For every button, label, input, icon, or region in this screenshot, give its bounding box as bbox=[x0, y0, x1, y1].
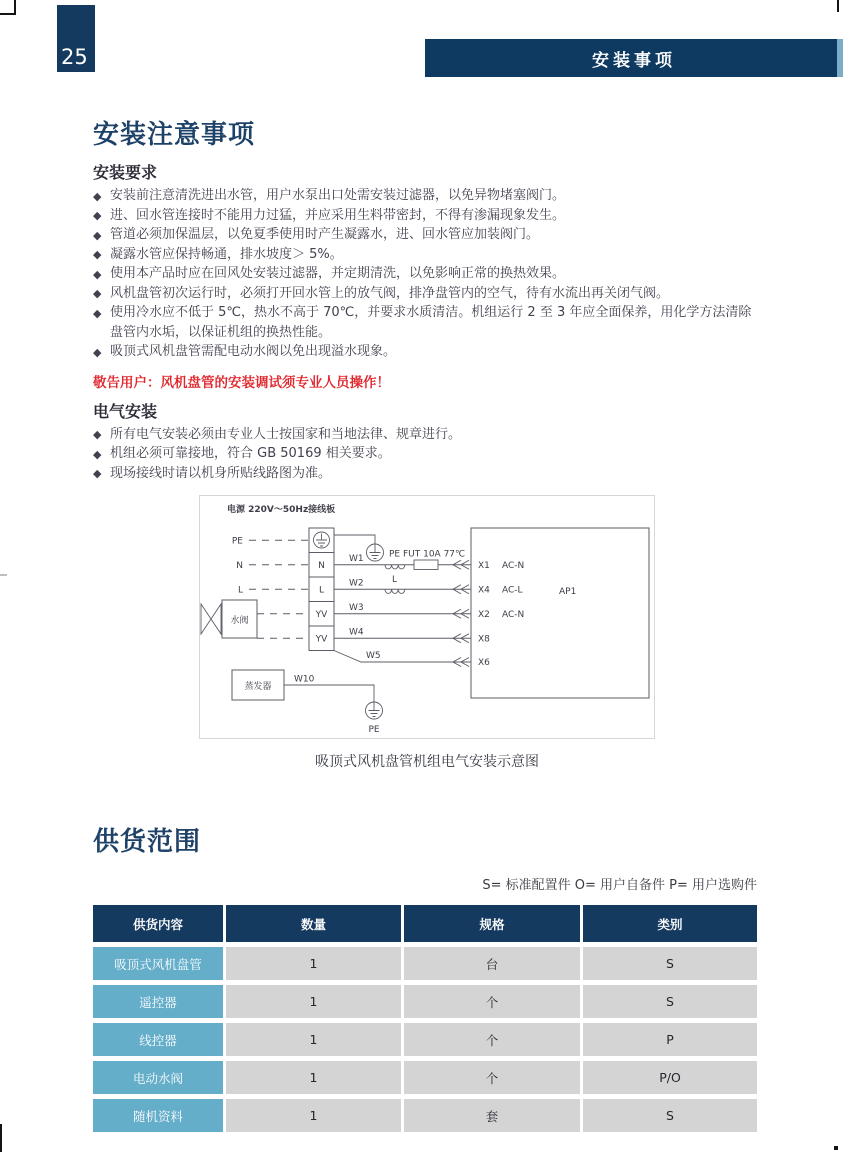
earth-icon bbox=[366, 702, 383, 719]
column-header-content: 供货内容 bbox=[93, 905, 223, 942]
cell-quantity: 1 bbox=[226, 1061, 401, 1094]
figure-caption: 吸顶式风机盘管机组电气安装示意图 bbox=[315, 754, 539, 770]
ground-label-pe: PE bbox=[368, 725, 380, 735]
column-header-category: 类别 bbox=[583, 905, 757, 942]
cell-spec: 个 bbox=[404, 985, 580, 1018]
list-item: ◆ 凝露水管应保持畅通，排水坡度＞ 5%。 bbox=[93, 245, 757, 265]
wire-label-w1: W1 bbox=[349, 554, 364, 564]
crop-mark-top-right bbox=[837, 0, 839, 12]
input-label-n: N bbox=[236, 561, 243, 572]
crop-mark-bottom-right bbox=[834, 1146, 838, 1150]
cell-category: S bbox=[583, 1099, 757, 1132]
terminal-x2-signal: AC-N bbox=[502, 609, 525, 620]
content-column bbox=[93, 114, 757, 1137]
wiring-diagram-figure bbox=[199, 495, 655, 771]
subsection-electrical-install: 电气安装 bbox=[93, 401, 158, 421]
section-title-install-notes: 安装注意事项 bbox=[93, 120, 256, 150]
terminal-cell-yv1: YV bbox=[315, 610, 328, 621]
list-item: ◆ 吸顶式风机盘管需配电动水阀以免出现溢水现象。 bbox=[93, 342, 757, 362]
chapter-header-bar bbox=[425, 39, 843, 77]
page-number: 25 bbox=[61, 45, 88, 69]
control-board-box bbox=[471, 528, 649, 698]
earth-icon bbox=[314, 532, 330, 548]
cell-category: S bbox=[583, 947, 757, 980]
cell-quantity: 1 bbox=[226, 1023, 401, 1056]
wire-label-w4: W4 bbox=[349, 627, 364, 638]
list-item: ◆ 风机盘管初次运行时，必须打开回水管上的放气阀，排净盘管内的空气，待有水流出再关闭气阀。 bbox=[93, 284, 757, 304]
cell-item-name: 遥控器 bbox=[93, 985, 223, 1018]
cell-spec: 个 bbox=[404, 1023, 580, 1056]
wire-w10 bbox=[284, 685, 374, 702]
cell-category: P bbox=[583, 1023, 757, 1056]
column-header-spec: 规格 bbox=[404, 905, 580, 942]
terminal-cell-n: N bbox=[318, 561, 325, 572]
wire-label-w2: W2 bbox=[349, 578, 364, 589]
terminal-cell-yv2: YV bbox=[315, 634, 328, 645]
cell-item-name: 线控器 bbox=[93, 1023, 223, 1056]
input-dashed-leads bbox=[249, 540, 309, 589]
cell-item-name: 随机资料 bbox=[93, 1099, 223, 1132]
list-item: ◆ 机组必须可靠接地，符合 GB 50169 相关要求。 bbox=[93, 444, 757, 464]
cell-category: P/O bbox=[583, 1061, 757, 1094]
figure-border bbox=[200, 496, 655, 739]
water-valve-label: 水阀 bbox=[230, 616, 249, 626]
wire-label-w10: W10 bbox=[294, 674, 315, 685]
chapter-title: 安装事项 bbox=[592, 50, 676, 71]
cell-spec: 台 bbox=[404, 947, 580, 980]
install-requirements-list bbox=[93, 186, 757, 362]
earth-icon bbox=[367, 544, 384, 561]
cell-quantity: 1 bbox=[226, 947, 401, 980]
cell-quantity: 1 bbox=[226, 1099, 401, 1132]
table-row bbox=[93, 1061, 757, 1094]
header-accent-strip bbox=[837, 39, 843, 77]
list-item: ◆ 现场接线时请以机身所贴线路图为准。 bbox=[93, 464, 757, 484]
terminal-cell-l: L bbox=[318, 585, 325, 596]
evaporator-label: 蒸发器 bbox=[244, 682, 272, 692]
fuse-icon bbox=[414, 560, 438, 570]
terminal-x8: X8 bbox=[478, 634, 490, 645]
crop-mark-bottom-left bbox=[0, 1124, 2, 1152]
subsection-install-requirements: 安装要求 bbox=[93, 163, 158, 182]
list-item: ◆ 安装前注意清洗进出水管，用户水泵出口处需安装过滤器，以免异物堵塞阀门。 bbox=[93, 186, 757, 206]
input-label-pe: PE bbox=[231, 536, 243, 547]
list-item: ◆ 使用冷水应不低于 5℃，热水不高于 70℃，并要求水质清洁。机组运行 2 至 3 年应全面保养，用化学方法清除盘管内水垢，以保证机组的换热性能。 bbox=[93, 303, 757, 342]
cell-item-name: 电动水阀 bbox=[93, 1061, 223, 1094]
page-number-box bbox=[57, 5, 95, 72]
terminal-x1: X1 bbox=[478, 560, 490, 571]
power-supply-label: 电源 220V～50Hz接线板 bbox=[227, 505, 336, 515]
section-title-supply-scope: 供货范围 bbox=[93, 827, 202, 857]
terminal-x6: X6 bbox=[478, 658, 490, 668]
category-legend: S= 标准配置件 O= 用户自备件 P= 用户选购件 bbox=[482, 878, 757, 893]
board-label-ap1: AP1 bbox=[559, 587, 577, 597]
cell-quantity: 1 bbox=[226, 985, 401, 1018]
cell-spec: 套 bbox=[404, 1099, 580, 1132]
valve-dashed-leads bbox=[257, 614, 309, 639]
wiring-diagram bbox=[199, 495, 655, 739]
valve-icon bbox=[201, 604, 221, 634]
inductor-icon bbox=[385, 589, 405, 593]
cell-category: S bbox=[583, 985, 757, 1018]
pe-branch-wire bbox=[334, 535, 375, 544]
electrical-install-list bbox=[93, 425, 757, 484]
table-header-row bbox=[93, 905, 757, 942]
fuse-label: PE FUT 10A 77℃ bbox=[389, 549, 466, 560]
list-item: ◆ 管道必须加保温层，以免夏季使用时产生凝露水，进、回水管应加装阀门。 bbox=[93, 225, 757, 245]
table-row bbox=[93, 1099, 757, 1132]
user-warning-text: 敬告用户：风机盘管的安装调试须专业人员操作！ bbox=[93, 374, 390, 391]
terminal-x4: X4 bbox=[478, 585, 490, 596]
terminal-x1-signal: AC-N bbox=[502, 560, 525, 571]
table-row bbox=[93, 1023, 757, 1056]
wire-w5 bbox=[334, 651, 471, 663]
input-label-l: L bbox=[237, 585, 243, 596]
inductor-label: L bbox=[392, 575, 398, 585]
wire-label-w5: W5 bbox=[366, 651, 381, 661]
table-row bbox=[93, 947, 757, 980]
wire-label-w3: W3 bbox=[349, 603, 364, 613]
terminal-x2: X2 bbox=[478, 609, 490, 620]
list-item: ◆ 使用本产品时应在回风处安装过滤器，并定期清洗，以免影响正常的换热效果。 bbox=[93, 264, 757, 284]
crop-mark-left-middle bbox=[0, 574, 7, 576]
list-item: ◆ 进、回水管连接时不能用力过猛，并应采用生料带密封，不得有渗漏现象发生。 bbox=[93, 206, 757, 226]
list-item: ◆ 所有电气安装必须由专业人士按国家和当地法律、规章进行。 bbox=[93, 425, 757, 445]
crop-mark-top-left bbox=[0, 0, 16, 15]
column-header-quantity: 数量 bbox=[226, 905, 401, 942]
cell-spec: 个 bbox=[404, 1061, 580, 1094]
terminal-x4-signal: AC-L bbox=[502, 585, 523, 596]
table-row bbox=[93, 985, 757, 1018]
cell-item-name: 吸顶式风机盘管 bbox=[93, 947, 223, 980]
supply-scope-table bbox=[90, 900, 760, 1137]
inductor-icon bbox=[385, 565, 405, 569]
